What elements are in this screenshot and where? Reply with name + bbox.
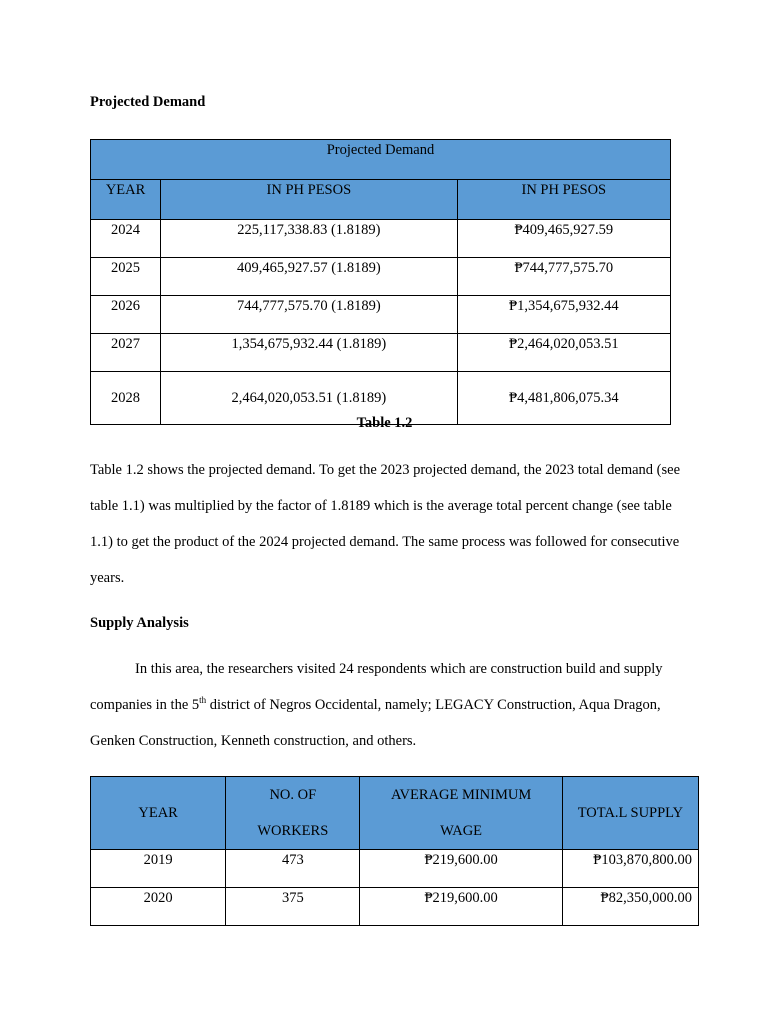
- heading-supply-analysis: Supply Analysis: [90, 615, 189, 631]
- heading-projected-demand: Projected Demand: [90, 94, 206, 110]
- cell-wage: ₱219,600.00: [360, 850, 562, 888]
- projected-demand-table: [90, 139, 671, 425]
- cell-year: 2024: [91, 220, 161, 258]
- column-header-pesos-2: IN PH PESOS: [457, 180, 670, 220]
- column-header-year: YEAR: [91, 180, 161, 220]
- cell-computation: 2,464,020,053.51 (1.8189): [161, 372, 458, 425]
- cell-computation: 409,465,927.57 (1.8189): [161, 258, 458, 296]
- column-header-wage: AVERAGE MINIMUM WAGE: [360, 777, 562, 850]
- cell-computation: 1,354,675,932.44 (1.8189): [161, 334, 458, 372]
- cell-projected: ₱409,465,927.59: [457, 220, 670, 258]
- column-header-total-supply: TOTA.L SUPPLY: [562, 777, 698, 850]
- cell-total-supply: ₱82,350,000.00: [562, 888, 698, 926]
- cell-wage: ₱219,600.00: [360, 888, 562, 926]
- cell-projected: ₱2,464,020,053.51: [457, 334, 670, 372]
- cell-year: 2028: [91, 372, 161, 425]
- cell-year: 2026: [91, 296, 161, 334]
- table-title: Projected Demand: [91, 140, 671, 180]
- cell-projected: ₱1,354,675,932.44: [457, 296, 670, 334]
- cell-total-supply: ₱103,870,800.00: [562, 850, 698, 888]
- cell-year: 2027: [91, 334, 161, 372]
- table-row: [91, 220, 671, 258]
- cell-workers: 375: [226, 888, 360, 926]
- table-row: [91, 334, 671, 372]
- cell-computation: 744,777,575.70 (1.8189): [161, 296, 458, 334]
- cell-projected: ₱744,777,575.70: [457, 258, 670, 296]
- paragraph-projected-demand: Table 1.2 shows the projected demand. To get the 2023 projected demand, the 2023 total demand (see table 1.1) was multiplied by the factor of 1.8189 which is the average total percent change (see table 1.1) to get the product of the 2024 projected demand. The same process was followed for consecutive years.: [90, 462, 681, 586]
- table-row: [91, 850, 699, 888]
- cell-projected: ₱4,481,806,075.34: [457, 372, 670, 425]
- cell-year: 2020: [91, 888, 226, 926]
- cell-workers: 473: [226, 850, 360, 888]
- table-row: [91, 888, 699, 926]
- paragraph-supply-analysis: In this area, the researchers visited 24 respondents which are construction build and supply companies in the 5th district of Negros Occidental, namely; LEGACY Construction, Aqua Dragon, Genken Construction, Kenneth construction, and others.: [90, 661, 663, 749]
- table-caption: Table 1.2: [356, 415, 413, 431]
- cell-computation: 225,117,338.83 (1.8189): [161, 220, 458, 258]
- cell-year: 2019: [91, 850, 226, 888]
- cell-year: 2025: [91, 258, 161, 296]
- column-header-pesos: IN PH PESOS: [161, 180, 458, 220]
- supply-table: [90, 776, 699, 926]
- table-row: [91, 258, 671, 296]
- table-row: [91, 296, 671, 334]
- column-header-workers: NO. OF WORKERS: [226, 777, 360, 850]
- column-header-year: YEAR: [91, 777, 226, 850]
